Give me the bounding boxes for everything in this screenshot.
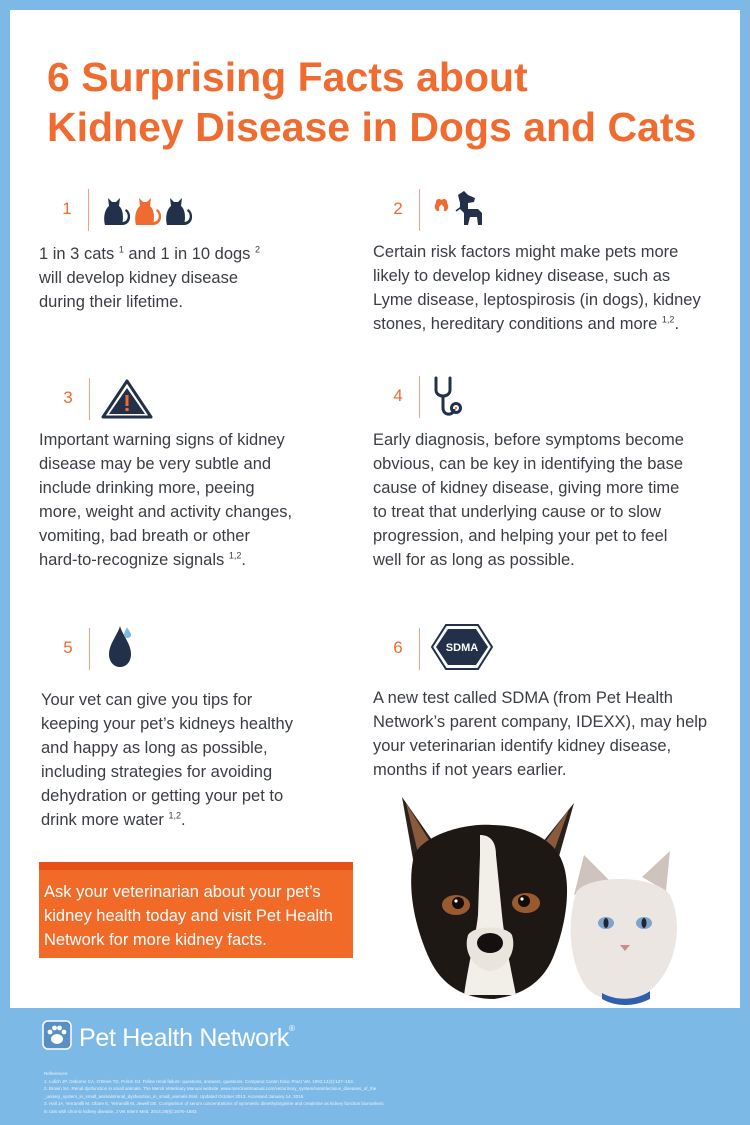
fact-1-line: and 1 in 10 dogs: [123, 245, 256, 263]
fact-1-line: during their lifetime.: [39, 293, 183, 311]
fact-3-number: 3: [63, 388, 73, 407]
fact-1-line: will develop kidney disease: [39, 269, 239, 287]
warning-triangle-icon: [100, 378, 154, 420]
title-line-1: 6 Surprising Facts about: [47, 54, 528, 100]
trademark-symbol: ®: [288, 1024, 295, 1033]
fact-4-line: progression, and helping your pet to feel: [373, 527, 668, 545]
three-cats-icon: [99, 189, 199, 229]
fact-5-text: [41, 688, 341, 832]
fact-divider: [419, 189, 420, 231]
reference-item: _urinary_system_in_small_animals/renal_dysfunction_in_small_animals.html. Updated October 2013. Accessed January 14, 2015.: [44, 1093, 305, 1099]
citation: 1,2: [168, 810, 181, 821]
fact-3-line: more, weight and activity changes,: [39, 503, 293, 521]
fact-divider: [89, 378, 90, 420]
fact-3-line: disease may be very subtle and: [39, 455, 272, 473]
fact-2-line: likely to develop kidney disease, such as: [373, 267, 671, 285]
water-drop-icon: [100, 622, 140, 672]
fact-6-line: A new test called SDMA (from Pet Health: [373, 689, 673, 707]
fact-1-line: 1 in 3 cats: [39, 245, 115, 263]
sdma-badge-text: SDMA: [445, 642, 479, 654]
fact-1-text: [39, 242, 339, 314]
title-line-2: Kidney Disease in Dogs and Cats: [47, 104, 697, 150]
fact-5-line: keeping your pet’s kidneys healthy: [41, 715, 293, 733]
fact-5-line: including strategies for avoiding: [41, 763, 273, 781]
fact-3-line: include drinking more, peeing: [39, 479, 255, 497]
fact-2-header: [386, 189, 586, 233]
fact-4-number: 4: [393, 386, 403, 405]
stethoscope-icon: [430, 376, 466, 420]
dog-and-cat-photo: [384, 795, 684, 1008]
fact-divider: [419, 628, 420, 670]
paw-print-icon: [42, 1020, 72, 1050]
fact-2-text: [373, 240, 723, 336]
sdma-hexagon-icon: [430, 623, 494, 671]
fact-5-line: .: [180, 811, 186, 829]
fact-3-line: hard-to-recognize signals: [39, 551, 229, 569]
dog-kidney-icon: [430, 189, 490, 229]
references: [44, 1070, 734, 1115]
brand-name-text: Pet Health Network: [79, 1024, 289, 1052]
reference-item: 2. Brown SA. Renal dysfunction in small animals. The Merck Veterinary Manual website. www.merckvetmanual.com/vet/urinary_system/noninfectious_diseases_of_the: [44, 1086, 377, 1091]
fact-2-number: 2: [393, 199, 403, 218]
fact-6-number: 6: [393, 638, 403, 657]
fact-2-line: .: [674, 315, 680, 333]
citation: 1,2: [228, 550, 242, 561]
fact-6-line: months if not years earlier.: [373, 761, 567, 779]
fact-6-header: [386, 628, 586, 672]
fact-5-line: and happy as long as possible,: [41, 739, 268, 757]
citation: 2: [255, 244, 261, 255]
call-to-action-box: [39, 862, 353, 958]
fact-2-line: Certain risk factors might make pets more: [373, 243, 679, 261]
cta-line: Network for more kidney facts.: [44, 931, 267, 949]
references-title: References:: [44, 1071, 69, 1076]
fact-1-number: 1: [62, 199, 72, 218]
fact-2-line: stones, hereditary conditions and more: [373, 315, 662, 333]
fact-3-line: .: [241, 551, 246, 569]
reference-item: 1. Lulich JP, Osborne CA, O’Brien TD, Polzin DJ. Feline renal failure: questions, answers, questions. Compend Contin Educ Pract Vet. 1992;14(2):127–153.: [44, 1078, 355, 1084]
brand-name: [79, 1024, 295, 1053]
fact-divider: [88, 189, 89, 231]
fact-4-line: Early diagnosis, before symptoms become: [373, 431, 684, 449]
cta-line: kidney health today and visit Pet Health: [44, 907, 333, 925]
fact-divider: [89, 628, 90, 670]
fact-4-line: to treat that underlying cause or to slow: [373, 503, 661, 521]
fact-divider: [419, 376, 420, 418]
fact-5-line: dehydration or getting your pet to: [41, 787, 284, 805]
fact-5-header: [56, 628, 256, 672]
fact-4-text: [373, 428, 723, 572]
fact-4-header: [386, 376, 586, 420]
fact-6-line: Network’s parent company, IDEXX), may help: [373, 713, 708, 731]
fact-3-header: [56, 378, 256, 422]
fact-3-line: vomiting, bad breath or other: [39, 527, 250, 545]
dog-illustration: [402, 797, 574, 999]
fact-4-line: cause of kidney disease, giving more time: [373, 479, 680, 497]
fact-5-line: drink more water: [41, 811, 169, 829]
fact-2-line: Lyme disease, leptospirosis (in dogs), kidney: [373, 291, 701, 309]
page-title: [47, 52, 727, 152]
citation: 1,2: [661, 314, 675, 325]
fact-6-text: [373, 686, 723, 782]
reference-item: in cats with chronic kidney disease. J Vet Intern Med. 2014;28(6):1676–1683.: [44, 1108, 198, 1114]
fact-5-number: 5: [63, 638, 73, 657]
fact-6-line: your veterinarian identify kidney disease,: [373, 737, 672, 755]
cta-line: Ask your veterinarian about your pet’s: [44, 883, 321, 901]
fact-1-header: [55, 189, 255, 233]
fact-3-text: [39, 428, 339, 572]
fact-4-line: obvious, can be key in identifying the base: [373, 455, 684, 473]
citation: 1: [118, 244, 124, 255]
reference-item: 3. Hall JA, Yerramilli M, Obare E, Yerramilli M, Jewell DE. Comparison of serum concentrations of symmetric dimethylarginine and creatinine as kidney function biomarkers: [44, 1101, 384, 1106]
cat-illustration: [571, 851, 677, 1005]
fact-4-line: well for as long as possible.: [373, 551, 575, 569]
fact-3-line: Important warning signs of kidney: [39, 431, 285, 449]
fact-5-line: Your vet can give you tips for: [41, 691, 253, 709]
